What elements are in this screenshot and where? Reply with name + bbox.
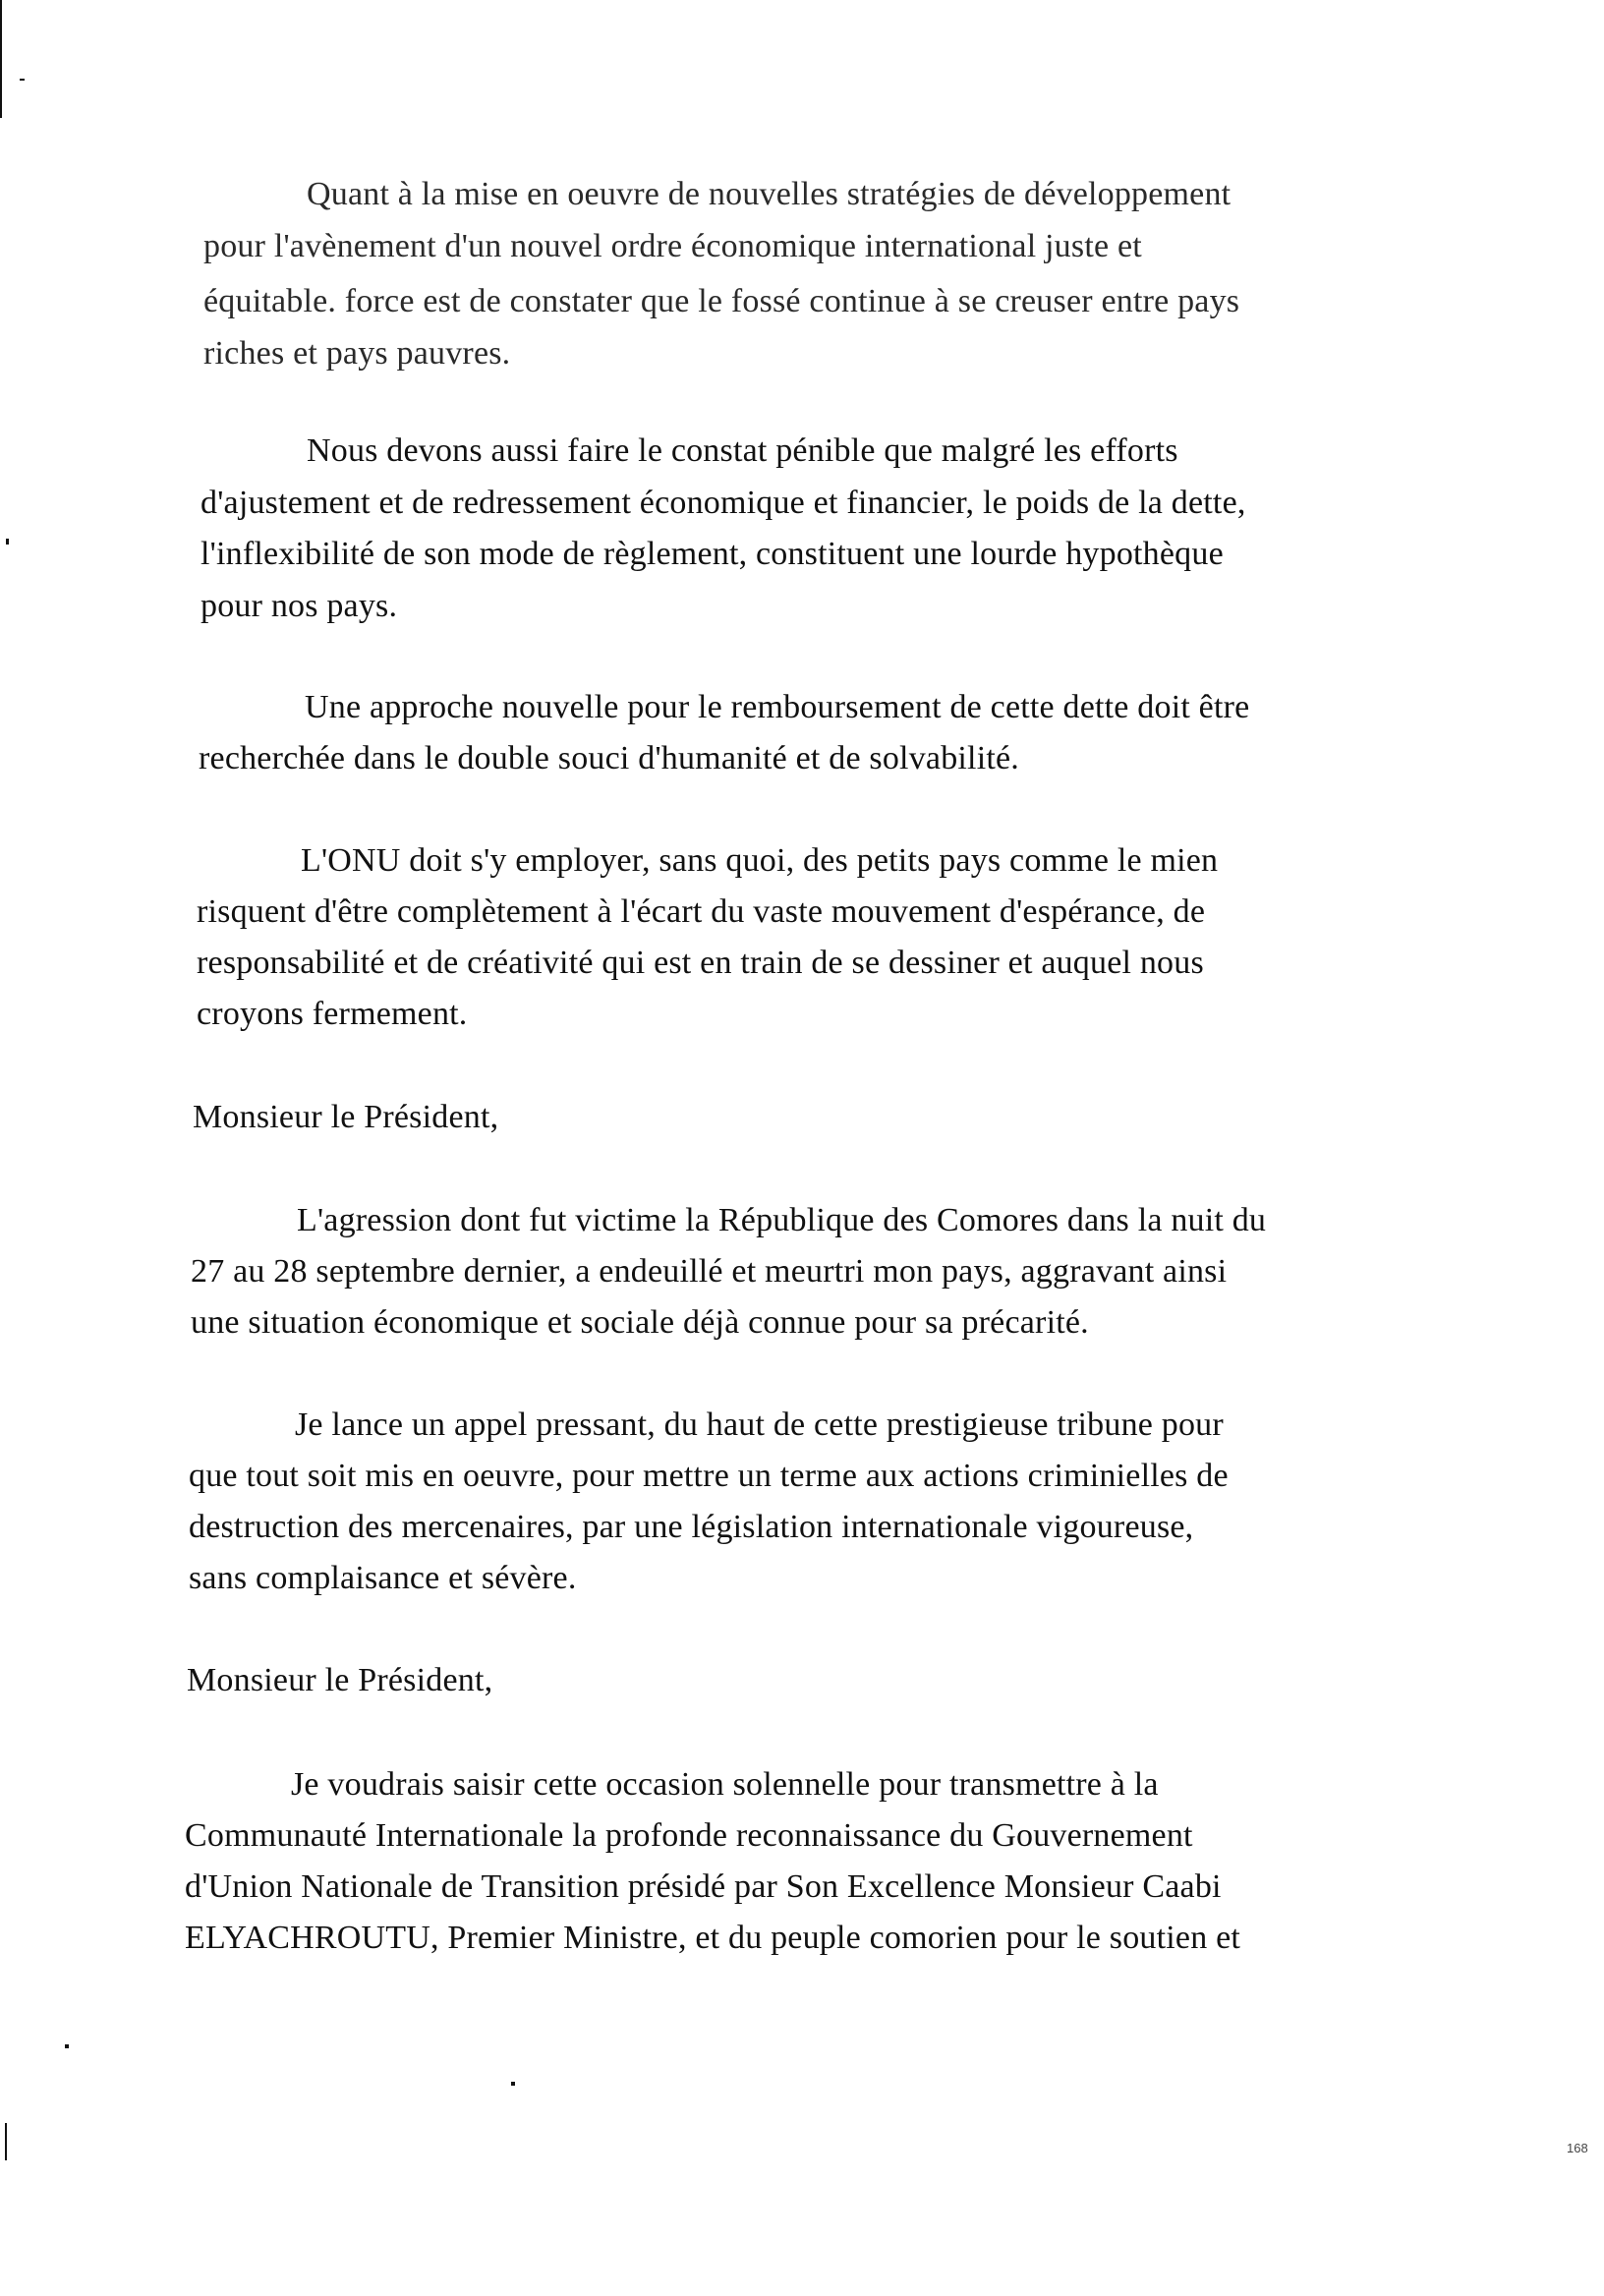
paragraph-5-line-2: 27 au 28 septembre dernier, a endeuillé et meurtri mon pays, aggravant ainsi bbox=[191, 1253, 1228, 1290]
paragraph-1-line-4: riches et pays pauvres. bbox=[203, 335, 511, 372]
paragraph-7-line-2: Communauté Internationale la profonde reconnaissance du Gouvernement bbox=[185, 1817, 1193, 1854]
paragraph-5-line-1: L'agression dont fut victime la République des Comores dans la nuit du bbox=[297, 1202, 1267, 1238]
scan-mark-left-mid bbox=[6, 539, 9, 545]
paragraph-1-line-3: équitable. force est de constater que le fossé continue à se creuser entre pays bbox=[203, 283, 1240, 319]
paragraph-7-line-4: ELYACHROUTU, Premier Ministre, et du peuple comorien pour le soutien et bbox=[185, 1920, 1241, 1956]
paragraph-6-line-2: que tout soit mis en oeuvre, pour mettre un terme aux actions criminielles de bbox=[189, 1458, 1229, 1494]
paragraph-4-line-3: responsabilité et de créativité qui est en train de se dessiner et auquel nous bbox=[197, 945, 1204, 981]
paragraph-2-line-1: Nous devons aussi faire le constat pénible que malgré les efforts bbox=[307, 432, 1178, 469]
paragraph-6-line-3: destruction des mercenaires, par une législation internationale vigoureuse, bbox=[189, 1509, 1194, 1545]
paragraph-7-line-1: Je voudrais saisir cette occasion solennelle pour transmettre à la bbox=[291, 1766, 1159, 1803]
paragraph-4-line-1: L'ONU doit s'y employer, sans quoi, des petits pays comme le mien bbox=[301, 842, 1219, 879]
salutation-2: Monsieur le Président, bbox=[187, 1662, 493, 1698]
scan-mark-left-dash bbox=[20, 79, 25, 81]
paragraph-1-line-2: pour l'avènement d'un nouvel ordre économique international juste et bbox=[203, 228, 1142, 264]
paragraph-3-line-2: recherchée dans le double souci d'humanité et de solvabilité. bbox=[199, 740, 1019, 776]
paragraph-2-line-3: l'inflexibilité de son mode de règlement, constituent une lourde hypothèque bbox=[200, 536, 1224, 572]
paragraph-2-line-4: pour nos pays. bbox=[200, 588, 398, 624]
scan-mark-left-top bbox=[0, 0, 2, 118]
salutation-1: Monsieur le Président, bbox=[193, 1099, 499, 1135]
paragraph-6-line-1: Je lance un appel pressant, du haut de cette prestigieuse tribune pour bbox=[295, 1406, 1224, 1443]
paragraph-7-line-3: d'Union Nationale de Transition présidé par Son Excellence Monsieur Caabi bbox=[185, 1868, 1222, 1905]
paragraph-4-line-4: croyons fermement. bbox=[197, 996, 468, 1032]
page-number: 168 bbox=[1567, 2141, 1588, 2155]
paragraph-2-line-2: d'ajustement et de redressement économique et financier, le poids de la dette, bbox=[200, 485, 1246, 521]
paragraph-1-line-1: Quant à la mise en oeuvre de nouvelles stratégies de développement bbox=[307, 176, 1232, 212]
paragraph-4-line-2: risquent d'être complètement à l'écart du vaste mouvement d'espérance, de bbox=[197, 893, 1206, 930]
scan-dot-bottom-1 bbox=[65, 2044, 69, 2048]
paragraph-6-line-4: sans complaisance et sévère. bbox=[189, 1560, 577, 1596]
scan-dot-bottom-2 bbox=[511, 2082, 515, 2086]
paragraph-5-line-3: une situation économique et sociale déjà connue pour sa précarité. bbox=[191, 1304, 1089, 1341]
scan-mark-left-bottom bbox=[5, 2123, 7, 2160]
paragraph-3-line-1: Une approche nouvelle pour le remboursement de cette dette doit être bbox=[305, 689, 1250, 725]
